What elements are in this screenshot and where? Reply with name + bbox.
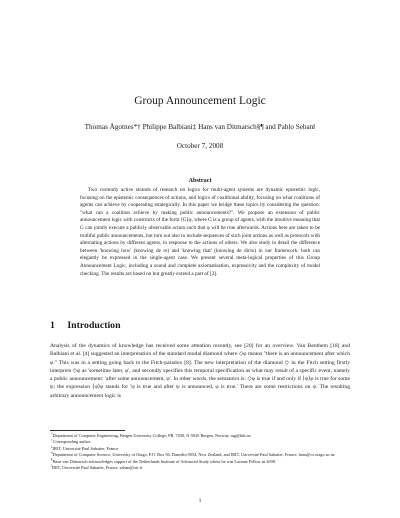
footnotes xyxy=(50,433,350,471)
abstract-heading: Abstract xyxy=(188,177,212,184)
footnote-4: §Department of Computer Science, University of Otago, P.O. Box 56, Dunedin 9054, New Zealand, and IRIT, Université Paul Sabatier, France, hans@cs.otago.ac.nz xyxy=(51,450,335,458)
footnote-5: ¶Hans van Ditmarsch acknowledges support of the Netherlands Institute of Advanced Study where he was Lorentz Fellow in 2008. xyxy=(51,457,276,464)
footnote-3: ‡IRIT, Université Paul Sabatier, France xyxy=(51,444,119,451)
footnote-1: *Department of Computer Engineering, Bergen University College, PB. 7030, N-5020 Bergen, Norway. tag@hib.no xyxy=(51,431,251,438)
section-number: 1 xyxy=(50,320,55,331)
page-number: 1 xyxy=(198,498,202,504)
footnote-2: †Corresponding author. xyxy=(51,437,92,445)
footnote-rule xyxy=(50,430,125,431)
paper-title: Group Announcement Logic xyxy=(134,95,266,107)
section-heading xyxy=(50,320,121,331)
paper-authors: Thomas Ågotnes*† Philippe Balbiani‡ Hans van Ditmarsch§¶ and Pablo Seban‖ xyxy=(84,123,316,131)
abstract-text: Two currently active strands of research on logics for multi-agent systems are dynamic epistemic logic, focusing on the epistemic consequences of actions, and logics of coalitional ability, focusing on what coalitions of agents can achieve by cooperating strategically. In this paper we bridge these topics by considering the question: "what can a coalition achieve by making public announcements?". We propose an extension of public announcement logic with constructs of the form ⟨G⟩φ, where G is a group of agents, with the intuitive meaning that G can jointly execute a publicly observable action such that φ will be true afterwards. Actions here are taken to be truthful public announcements, but turn out also to include sequences of such joint actions as well as protocols with alternating actions by different agents, in response to the actions of others. We also study in detail the difference between 'knowing how' (knowing de re) and 'knowing that' (knowing de dicto) in our framework: both can elegantly be expressed in the single-agent case. We present several meta-logical properties of this Group Announcement Logic, including a sound and complete axiomatisation, expressivity and the complexity of model checking. The results are based on but greatly extend a part of [2]. xyxy=(80,187,320,277)
introduction-text: Analysis of the dynamics of knowledge has received some attention recently, see [20] for an overview. Van Benthem [18] and Balbiani et al. [4] suggested an interpretation of the standard modal diamond where ◇φ means "there is an announcement after which φ." This was in a setting going back to the Fitch-paradox [8]. The new interpretation of the diamond ◇ in the Fitch setting firstly interprets ◇φ as 'sometime later, φ', and secondly specifies this temporal specification as what may result of a specific event, namely a public announcement: 'after some announcement, φ'. In other words, the semantics is: ◇φ is true if and only if ⟨ψ⟩φ is true for some ψ; the expression ⟨ψ⟩φ stands for 'ψ is true and after ψ is announced, φ is true.' There are some restrictions on ψ. The resulting arbitrary announcement logic is xyxy=(50,343,350,399)
section-title: Introduction xyxy=(67,320,121,331)
footnote-6: ‖IRIT, Université Paul Sabatier, France, seban@irit.fr xyxy=(51,463,143,471)
paper-date: October 7, 2008 xyxy=(176,142,224,150)
